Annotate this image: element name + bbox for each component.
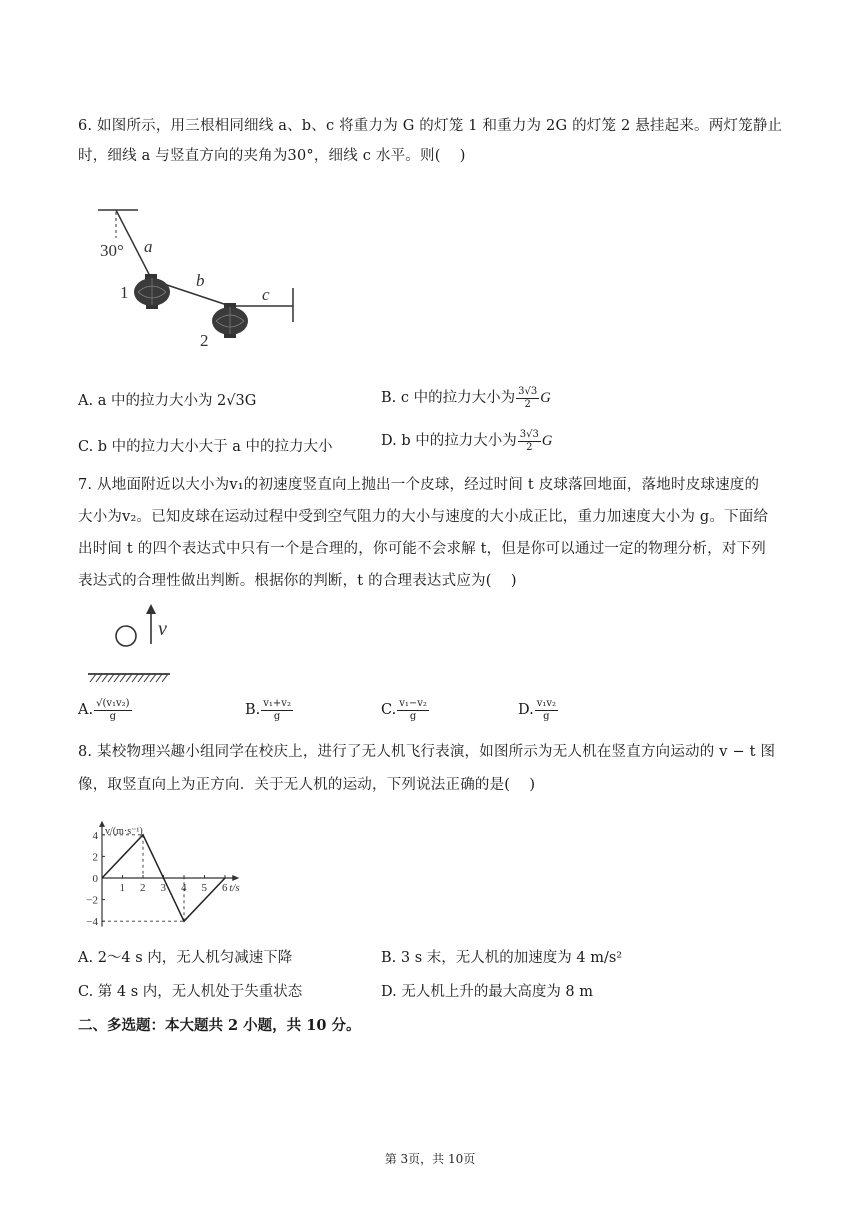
- q7-option-a-den: g: [109, 710, 117, 722]
- q7-option-b-fraction: [261, 698, 293, 722]
- y-tick-label: 2: [92, 851, 98, 864]
- q7-stem-line2: 大小为v₂。已知皮球在运动过程中受到空气阻力的大小与速度的大小成正比，重力加速度大小为 g。下面给: [78, 509, 769, 525]
- q6-option-c: C. b 中的拉力大小大于 a 中的拉力大小: [78, 439, 333, 455]
- q6-option-b-den: 2: [524, 398, 531, 410]
- ball: [116, 626, 136, 646]
- lantern-1-label: 1: [120, 283, 129, 302]
- x-tick-label: 6: [222, 882, 228, 894]
- q7-stem-line1: 7. 从地面附近以大小为v₁的初速度竖直向上抛出一个皮球，经过时间 t 皮球落回地面，落地时皮球速度的: [78, 477, 760, 493]
- q7-stem-line3: 出时间 t 的四个表达式中只有一个是合理的，你可能不会求解 t，但是你可以通过一定的物理分析，对下列: [78, 541, 766, 557]
- x-tick-label: 5: [201, 882, 207, 894]
- string-a-label: a: [144, 237, 153, 256]
- q8-stem-line1: 8. 某校物理兴趣小组同学在校庆上，进行了无人机飞行表演，如图所示为无人机在竖直方向运动的 v − t 图: [78, 744, 776, 760]
- x-axis-arrow: [232, 875, 239, 881]
- data-point: [142, 834, 143, 835]
- q6-lantern-figure: [90, 200, 310, 350]
- q7-option-c: [381, 698, 430, 722]
- page-footer: 第 3页，共 10页: [384, 1152, 476, 1166]
- q7-option-c-fraction: [397, 698, 429, 722]
- q6-stem-line1: 6. 如图所示，用三根相同细线 a、b、c 将重力为 G 的灯笼 1 和重力为 2G 的灯笼 2 悬挂起来。两灯笼静止: [78, 118, 783, 134]
- q7-option-a-label: A.: [78, 702, 94, 718]
- q8-option-a: A. 2～4 s 内，无人机匀减速下降: [78, 950, 293, 966]
- lantern-2-label: 2: [200, 331, 209, 350]
- q7-ball-figure: [84, 602, 184, 686]
- data-point: [101, 877, 102, 878]
- q7-option-b-label: B.: [245, 702, 261, 718]
- x-tick-label: 1: [119, 882, 125, 894]
- x-tick-label: 2: [140, 882, 146, 894]
- y-tick-label: −4: [86, 916, 98, 929]
- q6-option-d-den: 2: [526, 441, 533, 453]
- y-axis-label: v/(m·s⁻¹): [105, 825, 143, 837]
- q7-option-d-label: D.: [518, 702, 534, 718]
- data-point: [224, 877, 225, 878]
- q6-option-d-prefix: D. b 中的拉力大小为: [381, 433, 517, 449]
- q7-option-a: [78, 698, 133, 722]
- q6-option-b-suffix: G: [540, 390, 551, 406]
- velocity-label: v: [158, 618, 167, 640]
- q7-option-d-fraction: [535, 698, 558, 722]
- string-c-label: c: [262, 285, 270, 304]
- lantern-1: [134, 274, 170, 309]
- y-tick-label: 4: [92, 829, 98, 842]
- q7-option-b: [245, 698, 294, 722]
- q8-stem-line2: 像，取竖直向上为正方向．关于无人机的运动，下列说法正确的是( ): [78, 777, 536, 793]
- q8-option-d: D. 无人机上升的最大高度为 8 m: [381, 984, 594, 1000]
- q8-option-c: C. 第 4 s 内，无人机处于失重状态: [78, 984, 303, 1000]
- q6-option-b-fraction: [516, 386, 539, 410]
- q6-option-d-fraction: [518, 429, 541, 453]
- q7-option-d: [518, 698, 559, 722]
- string-b-label: b: [196, 271, 205, 290]
- q6-option-d-num: 3√3: [519, 429, 539, 440]
- data-point: [183, 921, 184, 922]
- q6-option-b-prefix: B. c 中的拉力大小为: [381, 390, 516, 406]
- q7-option-c-num: v₁−v₂: [399, 698, 427, 709]
- q6-option-d: [381, 429, 552, 453]
- q7-option-c-den: g: [409, 710, 417, 722]
- angle-label: 30°: [100, 241, 124, 260]
- y-tick-label: −2: [86, 894, 98, 907]
- q7-option-c-label: C.: [381, 702, 397, 718]
- q7-option-b-den: g: [273, 710, 281, 722]
- q7-stem-line4: 表达式的合理性做出判断。根据你的判断，t 的合理表达式应为( ): [78, 573, 517, 589]
- x-tick-label: 3: [160, 882, 166, 894]
- q7-option-b-num: v₁+v₂: [263, 698, 291, 709]
- x-axis-label: t/s: [229, 882, 240, 894]
- q7-option-d-den: g: [543, 710, 550, 722]
- q6-option-d-suffix: G: [541, 433, 553, 449]
- section-heading: 二、多选题：本大题共 2 小题，共 10 分。: [78, 1017, 361, 1034]
- q7-option-a-fraction: [94, 698, 132, 722]
- q6-option-a: A. a 中的拉力大小为 2√3G: [78, 393, 257, 409]
- lantern-2: [212, 303, 248, 338]
- q6-option-b: [381, 386, 551, 410]
- q8-option-b: B. 3 s 末，无人机的加速度为 4 m/s²: [381, 950, 623, 966]
- q7-option-d-num: v₁v₂: [536, 698, 557, 709]
- q7-option-a-num: √(v₁v₂): [96, 698, 130, 709]
- vt-chart: [84, 802, 264, 932]
- q6-stem-line2: 时，细线 a 与竖直方向的夹角为30°，细线 c 水平。则( ): [78, 148, 466, 164]
- y-tick-label: 0: [92, 873, 98, 885]
- x-tick-label: 4: [181, 882, 187, 894]
- q6-option-b-num: 3√3: [518, 386, 538, 397]
